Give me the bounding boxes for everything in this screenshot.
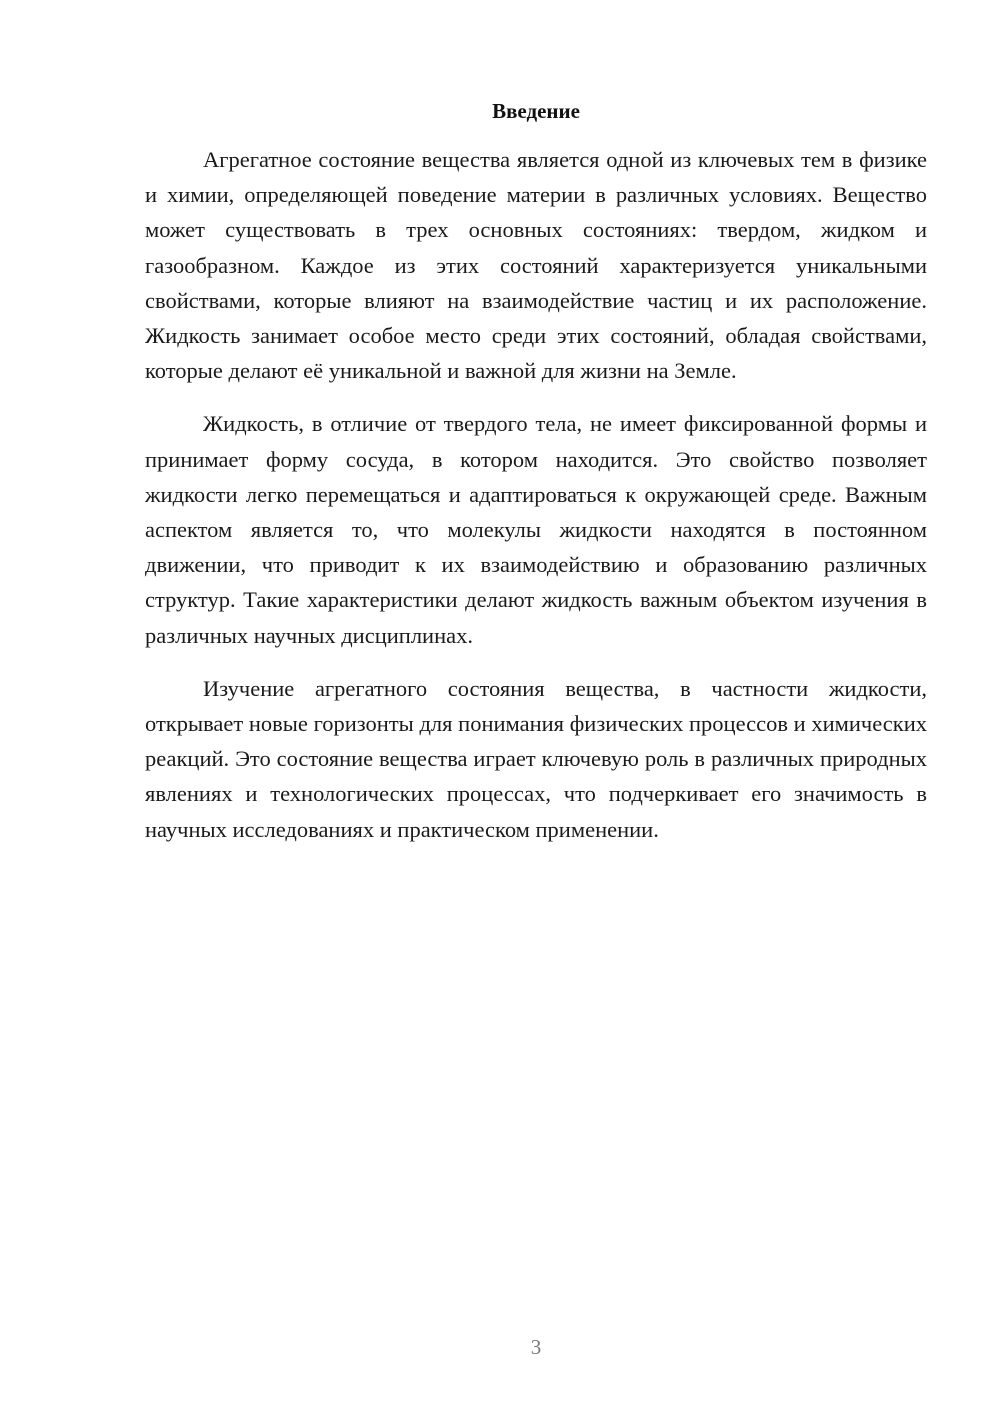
body-text bbox=[145, 142, 927, 865]
paragraph: Изучение агрегатного состояния вещества, в частности жидкости, открывает новые горизонты для понимания физических процессов и химических реакций. Это состояние вещества играет ключевую роль в различных природных явлениях и технологических процессах, что подчеркивает его значимость в научных исследованиях и практическом применении. bbox=[145, 675, 927, 842]
paragraph: Жидкость, в отличие от твердого тела, не имеет фиксированной формы и принимает форму сосуда, в котором находится. Это свойство позволяет жидкости легко перемещаться и адаптироваться к окружающей среде. Важным аспектом является то, что молекулы жидкости находятся в постоянном движении, что приводит к их взаимодействию и образованию различных структур. Такие характеристики делают жидкость важным объектом изучения в различных научных дисциплинах. bbox=[145, 411, 927, 648]
page-number: 3 bbox=[530, 1335, 542, 1359]
section-heading: Введение bbox=[492, 99, 580, 123]
paragraph: Агрегатное состояние вещества является одной из ключевых тем в физике и химии, определяющей поведение материи в различных условиях. Вещество может существовать в трех основных состояниях: твердом, жидком и газообразном. Каждое из этих состояний характеризуется уникальными свойствами, которые влияют на взаимодействие частиц и их расположение. Жидкость занимает особое место среди этих состояний, обладая свойствами, которые делают её уникальной и важной для жизни на Земле. bbox=[145, 147, 927, 384]
